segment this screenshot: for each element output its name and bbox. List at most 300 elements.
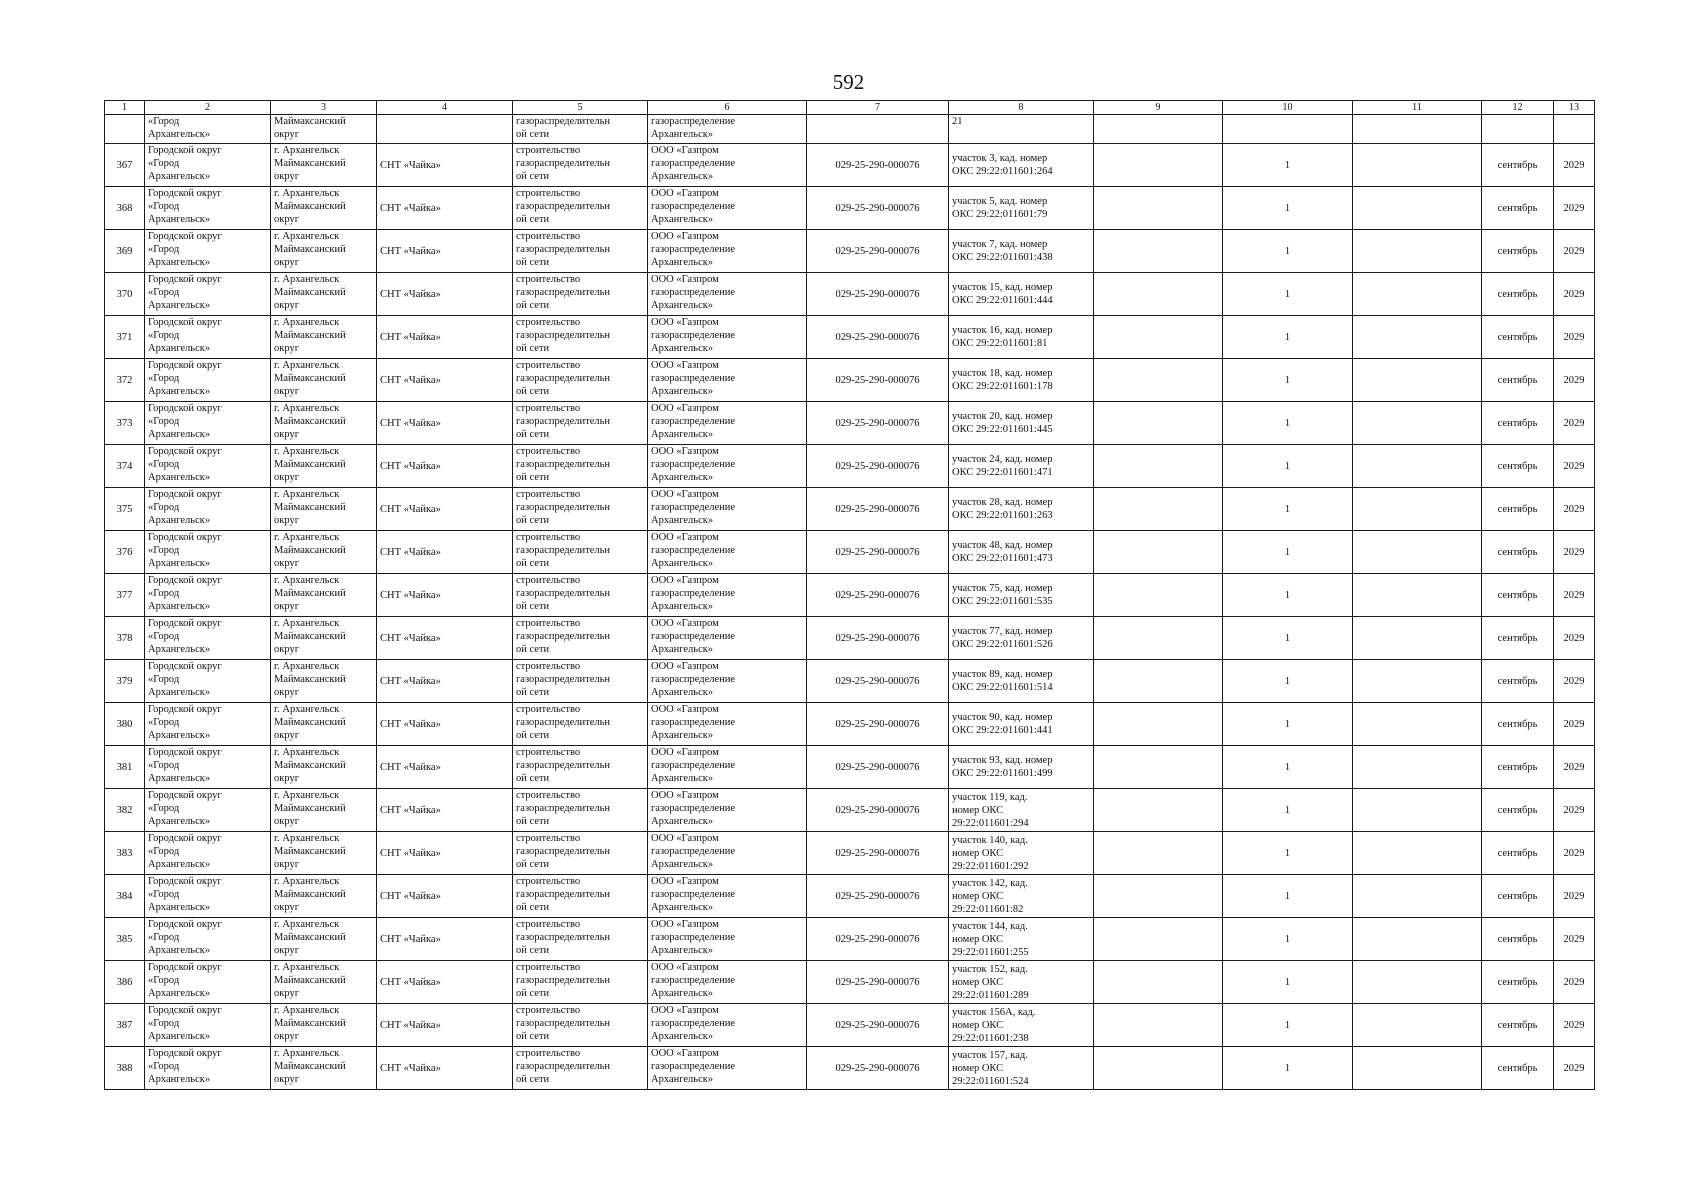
organization-cell-line: Архангельск» (651, 300, 714, 311)
work-type-cell (513, 316, 648, 359)
col11-cell (1353, 402, 1482, 445)
district-cell-line: округ (274, 902, 300, 913)
work-type-cell-line: строительство (516, 317, 581, 328)
column-number-13: 13 (1554, 101, 1595, 115)
col11-cell (1353, 875, 1482, 918)
organization-cell (648, 273, 807, 316)
municipality-cell-line: «Город (148, 287, 180, 298)
parcel-cell-line: участок 93, кад. номер (952, 755, 1053, 766)
municipality-cell-line: Городской округ (148, 704, 222, 715)
col9-cell (1094, 187, 1223, 230)
work-type-cell-line: газораспределительн (516, 588, 611, 599)
quantity-cell: 1 (1223, 488, 1353, 531)
col9-cell (1094, 316, 1223, 359)
district-cell-line: Маймаксанский (274, 416, 346, 427)
work-type-cell-line: ой сети (516, 730, 550, 741)
municipality-cell-line: «Город (148, 631, 180, 642)
row-number: 379 (105, 660, 145, 703)
organization-cell-line: Архангельск» (651, 343, 714, 354)
quantity-cell: 1 (1223, 359, 1353, 402)
parcel-cell-line: ОКС 29:22:011601:526 (952, 639, 1053, 650)
municipality-cell-line: Архангельск» (148, 300, 211, 311)
settlement-cell: СНТ «Чайка» (377, 660, 513, 703)
table-row (105, 875, 1595, 918)
year-cell (1554, 115, 1595, 144)
work-type-cell-line: газораспределительн (516, 803, 611, 814)
col9-cell (1094, 746, 1223, 789)
district-cell-line: округ (274, 214, 300, 225)
district-cell-line: Маймаксанский (274, 201, 346, 212)
district-cell-line: г. Архангельск (274, 919, 340, 930)
year-cell: 2029 (1554, 875, 1595, 918)
work-type-cell-line: газораспределительн (516, 717, 611, 728)
municipality-cell (145, 617, 271, 660)
year-cell: 2029 (1554, 230, 1595, 273)
settlement-cell: СНТ «Чайка» (377, 789, 513, 832)
work-type-cell-line: ой сети (516, 687, 550, 698)
parcel-cell (949, 273, 1094, 316)
column-number-6: 6 (648, 101, 807, 115)
work-type-cell-line: строительство (516, 489, 581, 500)
program-code-cell (807, 115, 949, 144)
work-type-cell-line: газораспределительн (516, 889, 611, 900)
municipality-cell-line: «Город (148, 1061, 180, 1072)
col9-cell (1094, 1004, 1223, 1047)
district-cell-line: Маймаксанский (274, 502, 346, 513)
settlement-cell: СНТ «Чайка» (377, 961, 513, 1004)
municipality-cell-line: Городской округ (148, 532, 222, 543)
parcel-cell (949, 488, 1094, 531)
quantity-cell: 1 (1223, 1004, 1353, 1047)
row-number: 368 (105, 187, 145, 230)
organization-cell-line: ООО «Газпром (651, 446, 719, 457)
organization-cell-line: ООО «Газпром (651, 1048, 719, 1059)
organization-cell-line: ООО «Газпром (651, 1005, 719, 1016)
row-number: 373 (105, 402, 145, 445)
parcel-cell-line: номер ОКС (952, 890, 1004, 902)
parcel-cell (949, 574, 1094, 617)
parcel-cell-line: номер ОКС (952, 1062, 1004, 1074)
settlement-cell: СНТ «Чайка» (377, 359, 513, 402)
organization-cell (648, 402, 807, 445)
organization-cell (648, 1004, 807, 1047)
work-type-cell (513, 359, 648, 402)
parcel-cell-line: 29:22:011601:255 (952, 946, 1029, 958)
municipality-cell-line: Архангельск» (148, 129, 211, 140)
municipality-cell-line: Архангельск» (148, 343, 211, 354)
month-cell: сентябрь (1482, 918, 1554, 961)
district-cell-line: Маймаксанский (274, 287, 346, 298)
parcel-cell (949, 703, 1094, 746)
column-number-4: 4 (377, 101, 513, 115)
organization-cell (648, 703, 807, 746)
parcel-cell-line: участок 77, кад. номер (952, 626, 1053, 637)
municipality-cell-line: Городской округ (148, 317, 222, 328)
table-row (105, 746, 1595, 789)
program-code-cell: 029-25-290-000076 (807, 918, 949, 961)
work-type-cell (513, 574, 648, 617)
municipality-cell-line: «Город (148, 588, 180, 599)
quantity-cell: 1 (1223, 531, 1353, 574)
organization-cell-line: ООО «Газпром (651, 145, 719, 156)
quantity-cell: 1 (1223, 875, 1353, 918)
district-cell-line: округ (274, 472, 300, 483)
work-type-cell-line: газораспределительн (516, 244, 611, 255)
organization-cell-line: газораспределение (651, 330, 736, 341)
organization-cell-line: Архангельск» (651, 257, 714, 268)
work-type-cell (513, 789, 648, 832)
municipality-cell-line: «Город (148, 846, 180, 857)
settlement-cell: СНТ «Чайка» (377, 1047, 513, 1090)
organization-cell-line: газораспределение (651, 545, 736, 556)
parcel-cell-line: ОКС 29:22:011601:79 (952, 209, 1048, 220)
district-cell (271, 961, 377, 1004)
program-code-cell: 029-25-290-000076 (807, 230, 949, 273)
district-cell (271, 746, 377, 789)
parcel-cell-line: ОКС 29:22:011601:264 (952, 166, 1053, 177)
organization-cell-line: ООО «Газпром (651, 360, 719, 371)
program-code-cell: 029-25-290-000076 (807, 832, 949, 875)
organization-cell-line: ООО «Газпром (651, 833, 719, 844)
work-type-cell-line: строительство (516, 661, 581, 672)
municipality-cell-line: Городской округ (148, 145, 222, 156)
organization-cell-line: Архангельск» (651, 1031, 714, 1042)
organization-cell (648, 789, 807, 832)
row-number: 370 (105, 273, 145, 316)
program-code-cell: 029-25-290-000076 (807, 789, 949, 832)
organization-cell-line: Архангельск» (651, 214, 714, 225)
district-cell (271, 488, 377, 531)
organization-cell-line: Архангельск» (651, 386, 714, 397)
work-type-cell-line: ой сети (516, 386, 550, 397)
col11-cell (1353, 531, 1482, 574)
parcel-cell-line: участок 144, кад. (952, 920, 1028, 932)
municipality-cell-line: «Город (148, 717, 180, 728)
col11-cell (1353, 617, 1482, 660)
year-cell: 2029 (1554, 488, 1595, 531)
col9-cell (1094, 617, 1223, 660)
district-cell (271, 445, 377, 488)
settlement-cell: СНТ «Чайка» (377, 574, 513, 617)
organization-cell-line: газораспределение (651, 201, 736, 212)
table-row (105, 144, 1595, 187)
organization-cell-line: газораспределение (651, 846, 736, 857)
row-number: 367 (105, 144, 145, 187)
district-cell-line: г. Архангельск (274, 231, 340, 242)
work-type-cell (513, 703, 648, 746)
municipality-cell-line: «Город (148, 116, 180, 127)
program-code-cell: 029-25-290-000076 (807, 445, 949, 488)
year-cell: 2029 (1554, 832, 1595, 875)
district-cell-line: округ (274, 687, 300, 698)
parcel-cell-line: участок 142, кад. (952, 877, 1028, 889)
work-type-cell (513, 531, 648, 574)
settlement-cell: СНТ «Чайка» (377, 531, 513, 574)
district-cell-line: г. Архангельск (274, 833, 340, 844)
municipality-cell (145, 230, 271, 273)
year-cell: 2029 (1554, 660, 1595, 703)
work-type-cell-line: строительство (516, 1048, 581, 1059)
month-cell: сентябрь (1482, 875, 1554, 918)
month-cell: сентябрь (1482, 445, 1554, 488)
work-type-cell-line: ой сети (516, 257, 550, 268)
quantity-cell: 1 (1223, 617, 1353, 660)
settlement-cell: СНТ «Чайка» (377, 1004, 513, 1047)
parcel-cell (949, 617, 1094, 660)
year-cell: 2029 (1554, 359, 1595, 402)
work-type-cell-line: ой сети (516, 1074, 550, 1085)
table-row (105, 574, 1595, 617)
district-cell (271, 402, 377, 445)
quantity-cell: 1 (1223, 832, 1353, 875)
district-cell-line: округ (274, 386, 300, 397)
program-code-cell: 029-25-290-000076 (807, 703, 949, 746)
work-type-cell-line: ой сети (516, 171, 550, 182)
organization-cell (648, 359, 807, 402)
program-code-cell: 029-25-290-000076 (807, 875, 949, 918)
month-cell: сентябрь (1482, 574, 1554, 617)
work-type-cell-line: газораспределительн (516, 1061, 611, 1072)
municipality-cell-line: Городской округ (148, 876, 222, 887)
parcel-cell (949, 875, 1094, 918)
organization-cell-line: газораспределение (651, 674, 736, 685)
district-cell-line: округ (274, 859, 300, 870)
parcel-cell (949, 402, 1094, 445)
quantity-cell: 1 (1223, 703, 1353, 746)
parcel-cell-line: участок 20, кад. номер (952, 411, 1053, 422)
column-number-7: 7 (807, 101, 949, 115)
organization-cell-line: ООО «Газпром (651, 618, 719, 629)
municipality-cell-line: Архангельск» (148, 171, 211, 182)
table-row (105, 445, 1595, 488)
district-cell (271, 230, 377, 273)
district-cell-line: г. Архангельск (274, 1005, 340, 1016)
col9-cell (1094, 531, 1223, 574)
col11-cell (1353, 273, 1482, 316)
organization-cell (648, 488, 807, 531)
parcel-cell (949, 531, 1094, 574)
district-cell (271, 531, 377, 574)
program-code-cell: 029-25-290-000076 (807, 273, 949, 316)
organization-cell-line: газораспределение (651, 158, 736, 169)
district-cell-line: Маймаксанский (274, 116, 346, 127)
table-row (105, 918, 1595, 961)
work-type-cell-line: газораспределительн (516, 674, 611, 685)
organization-cell-line: Архангельск» (651, 515, 714, 526)
district-cell-line: Маймаксанский (274, 631, 346, 642)
parcel-cell-line: ОКС 29:22:011601:444 (952, 295, 1053, 306)
parcel-cell-line: 29:22:011601:82 (952, 903, 1024, 915)
district-cell-line: Маймаксанский (274, 760, 346, 771)
column-number-5: 5 (513, 101, 648, 115)
municipality-cell-line: «Город (148, 158, 180, 169)
settlement-cell: СНТ «Чайка» (377, 273, 513, 316)
organization-cell-line: Архангельск» (651, 816, 714, 827)
municipality-cell-line: Городской округ (148, 188, 222, 199)
parcel-cell-line: ОКС 29:22:011601:441 (952, 725, 1053, 736)
work-type-cell (513, 230, 648, 273)
row-number: 380 (105, 703, 145, 746)
program-code-cell: 029-25-290-000076 (807, 746, 949, 789)
municipality-cell-line: Архангельск» (148, 988, 211, 999)
month-cell: сентябрь (1482, 230, 1554, 273)
month-cell (1482, 115, 1554, 144)
column-number-2: 2 (145, 101, 271, 115)
organization-cell-line: ООО «Газпром (651, 704, 719, 715)
organization-cell (648, 1047, 807, 1090)
work-type-cell (513, 115, 648, 144)
program-code-cell: 029-25-290-000076 (807, 961, 949, 1004)
organization-cell (648, 144, 807, 187)
organization-cell-line: Архангельск» (651, 644, 714, 655)
work-type-cell (513, 617, 648, 660)
organization-cell (648, 115, 807, 144)
organization-cell-line: газораспределение (651, 1061, 736, 1072)
program-code-cell: 029-25-290-000076 (807, 359, 949, 402)
organization-cell-line: ООО «Газпром (651, 747, 719, 758)
program-code-cell: 029-25-290-000076 (807, 1004, 949, 1047)
work-type-cell-line: строительство (516, 360, 581, 371)
row-number: 371 (105, 316, 145, 359)
parcel-cell-line: номер ОКС (952, 847, 1004, 859)
quantity-cell: 1 (1223, 789, 1353, 832)
district-cell-line: Маймаксанский (274, 1018, 346, 1029)
organization-cell-line: ООО «Газпром (651, 919, 719, 930)
settlement-cell: СНТ «Чайка» (377, 875, 513, 918)
district-cell-line: округ (274, 1074, 300, 1085)
municipality-cell-line: Архангельск» (148, 773, 211, 784)
municipality-cell-line: Городской округ (148, 403, 222, 414)
organization-cell-line: газораспределение (651, 244, 736, 255)
month-cell: сентябрь (1482, 316, 1554, 359)
organization-cell-line: газораспределение (651, 717, 736, 728)
col11-cell (1353, 789, 1482, 832)
col11-cell (1353, 574, 1482, 617)
program-code-cell: 029-25-290-000076 (807, 1047, 949, 1090)
district-cell-line: г. Архангельск (274, 317, 340, 328)
district-cell-line: округ (274, 257, 300, 268)
col9-cell (1094, 115, 1223, 144)
organization-cell (648, 961, 807, 1004)
settlement-cell: СНТ «Чайка» (377, 703, 513, 746)
municipality-cell-line: «Город (148, 1018, 180, 1029)
municipality-cell-line: «Город (148, 760, 180, 771)
parcel-cell-line: ОКС 29:22:011601:514 (952, 682, 1053, 693)
parcel-cell (949, 144, 1094, 187)
organization-cell (648, 230, 807, 273)
parcel-cell (949, 445, 1094, 488)
table-row (105, 832, 1595, 875)
year-cell: 2029 (1554, 1047, 1595, 1090)
quantity-cell: 1 (1223, 918, 1353, 961)
municipality-cell (145, 187, 271, 230)
parcel-cell-line: 21 (952, 116, 963, 127)
parcel-cell-line: участок 28, кад. номер (952, 497, 1053, 508)
table-row (105, 230, 1595, 273)
district-cell-line: г. Архангельск (274, 790, 340, 801)
organization-cell-line: ООО «Газпром (651, 790, 719, 801)
month-cell: сентябрь (1482, 531, 1554, 574)
municipality-cell-line: Архангельск» (148, 730, 211, 741)
settlement-cell: СНТ «Чайка» (377, 918, 513, 961)
year-cell: 2029 (1554, 273, 1595, 316)
row-number: 377 (105, 574, 145, 617)
work-type-cell-line: газораспределительн (516, 975, 611, 986)
municipality-cell-line: «Город (148, 889, 180, 900)
settlement-cell: СНТ «Чайка» (377, 230, 513, 273)
municipality-cell-line: Архангельск» (148, 902, 211, 913)
settlement-cell: СНТ «Чайка» (377, 488, 513, 531)
work-type-cell (513, 1047, 648, 1090)
quantity-cell: 1 (1223, 574, 1353, 617)
work-type-cell-line: газораспределительн (516, 545, 611, 556)
register-table (104, 100, 1595, 1090)
district-cell (271, 1004, 377, 1047)
district-cell (271, 617, 377, 660)
work-type-cell-line: строительство (516, 1005, 581, 1016)
year-cell: 2029 (1554, 918, 1595, 961)
organization-cell-line: ООО «Газпром (651, 489, 719, 500)
district-cell-line: г. Архангельск (274, 274, 340, 285)
municipality-cell-line: Архангельск» (148, 429, 211, 440)
work-type-cell-line: ой сети (516, 214, 550, 225)
parcel-cell (949, 660, 1094, 703)
month-cell: сентябрь (1482, 1047, 1554, 1090)
parcel-cell (949, 1047, 1094, 1090)
work-type-cell (513, 488, 648, 531)
organization-cell-line: газораспределение (651, 803, 736, 814)
settlement-cell: СНТ «Чайка» (377, 187, 513, 230)
month-cell: сентябрь (1482, 1004, 1554, 1047)
work-type-cell-line: строительство (516, 231, 581, 242)
parcel-cell (949, 316, 1094, 359)
program-code-cell: 029-25-290-000076 (807, 144, 949, 187)
work-type-cell-line: строительство (516, 188, 581, 199)
quantity-cell: 1 (1223, 660, 1353, 703)
work-type-cell-line: газораспределительн (516, 760, 611, 771)
col11-cell (1353, 115, 1482, 144)
municipality-cell (145, 746, 271, 789)
parcel-cell (949, 961, 1094, 1004)
parcel-cell-line: участок 18, кад. номер (952, 368, 1053, 379)
parcel-cell-line: участок 48, кад. номер (952, 540, 1053, 551)
municipality-cell-line: Городской округ (148, 833, 222, 844)
work-type-cell (513, 1004, 648, 1047)
program-code-cell: 029-25-290-000076 (807, 531, 949, 574)
work-type-cell-line: газораспределительн (516, 116, 611, 127)
column-number-8: 8 (949, 101, 1094, 115)
municipality-cell-line: Архангельск» (148, 687, 211, 698)
district-cell-line: Маймаксанский (274, 932, 346, 943)
municipality-cell (145, 144, 271, 187)
parcel-cell (949, 359, 1094, 402)
municipality-cell-line: Городской округ (148, 661, 222, 672)
work-type-cell-line: строительство (516, 704, 581, 715)
organization-cell-line: газораспределение (651, 502, 736, 513)
district-cell (271, 875, 377, 918)
column-number-10: 10 (1223, 101, 1353, 115)
month-cell: сентябрь (1482, 832, 1554, 875)
work-type-cell (513, 832, 648, 875)
col9-cell (1094, 574, 1223, 617)
municipality-cell-line: «Город (148, 330, 180, 341)
district-cell-line: округ (274, 429, 300, 440)
parcel-cell-line: участок 140, кад. (952, 834, 1028, 846)
organization-cell-line: ООО «Газпром (651, 317, 719, 328)
col11-cell (1353, 961, 1482, 1004)
municipality-cell (145, 703, 271, 746)
district-cell (271, 144, 377, 187)
